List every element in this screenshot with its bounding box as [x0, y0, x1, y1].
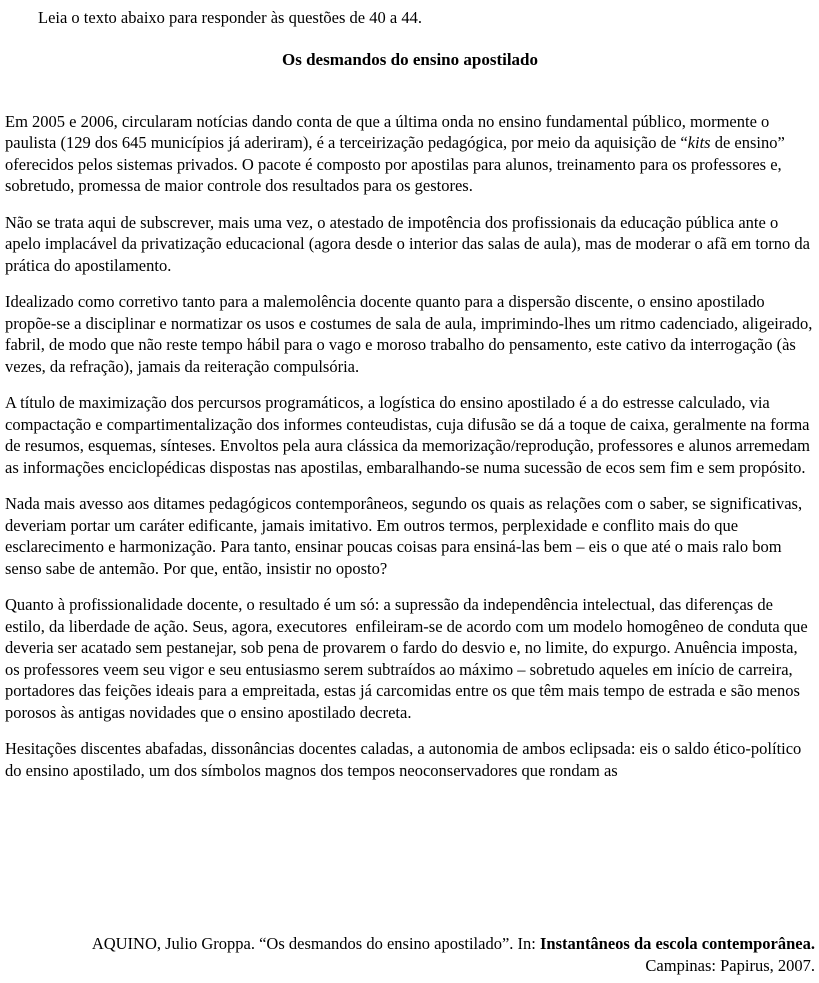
document-title: Os desmandos do ensino apostilado — [281, 49, 539, 69]
paragraph-3: Idealizado como corretivo tanto para a malemolência docente quanto para a dispersão discente, o ensino apostilado propõe-se a disciplinar e normatizar os usos e costumes de sala de aula, imprimindo-lhes um ritmo cadenciado, aligeirado, fabril, de modo que não reste tempo hábil para o vago e moroso trabalho do pensamento, este cativo da interrogação (às vezes, da refração), jamais da reiteração compulsória. — [5, 292, 817, 376]
citation-line-1 — [10, 933, 815, 955]
paragraph-1-text-continued: de ensino” oferecidos pelos sistemas privados. O pacote é composto por apostilas para alunos, treinamento para os professores e, sobretudo, promessa de maior controle dos resultados para os gestores. — [5, 133, 789, 195]
paragraph-2: Não se trata aqui de subscrever, mais uma vez, o atestado de impotência dos profissionais da educação pública ante o apelo implacável da privatização educacional (agora desde o interior das salas de aula), mas de moderar o afã em torno da prática do apostilamento. — [5, 212, 815, 275]
paragraph-4: A título de maximização dos percursos programáticos, a logística do ensino apostilado é a do estresse calculado, via compactação e compartimentalização dos informes conteudistas, cuja difusão se dá a toque de caixa, geralmente na forma de resumos, esquemas, sínteses. Envoltos pela aura clássica da memorização/reprodução, professores e alunos arremedam as informações enciclopédicas dispostas nas apostilas, embaralhando-se numa sucessão de ecos sem fim e sem propósito. — [5, 393, 815, 477]
paragraph-1 — [5, 111, 815, 197]
citation-book-title: Instantâneos da escola contemporânea. — [540, 934, 815, 953]
citation-line-2: Campinas: Papirus, 2007. — [645, 955, 815, 975]
paragraph-5: Nada mais avesso aos ditames pedagógicos contemporâneos, segundo os quais as relações com o saber, se significativas, deveriam portar um caráter edificante, jamais imitativo. Em outros termos, perplexidade e conflito mais do que esclarecimento e harmonização. Para tanto, ensinar poucas coisas para ensiná-las bem – eis o que até o mais ralo bom senso sabe de antemão. Por que, então, insistir no oposto? — [5, 494, 807, 578]
kits-italic-term: kits — [687, 133, 711, 152]
citation-author-and-article: AQUINO, Julio Groppa. “Os desmandos do ensino apostilado”. In: — [91, 934, 540, 953]
paragraph-7: Hesitações discentes abafadas, dissonâncias docentes caladas, a autonomia de ambos eclipsada: eis o saldo ético-político do ensino apostilado, um dos símbolos magnos dos tempos neoconservadores que rondam as — [5, 739, 806, 780]
paragraph-6: Quanto à profissionalidade docente, o resultado é um só: a supressão da independência intelectual, das diferenças de estilo, da liberdade de ação. Seus, agora, executores enfileiram-se de acordo com um modelo homogêneo de conduta que deveria ser acatado sem pestanejar, sob pena de provarem o fardo do desvio e, no limite, do expurgo. Anuência imposta, os professores veem seu vigor e seu entusiasmo serem subtraídos ao máximo – sobretudo aqueles em início de carreira, portadores das feições ideais para a empreitada, estas já carcomidas entre os que têm mais tempo de estrada e são menos porosos às antigas novidades que o ensino apostilado decreta. — [5, 595, 812, 722]
citation — [10, 933, 815, 976]
paragraph-1-text: Em 2005 e 2006, circularam notícias dando conta de que a última onda no ensino fundamental público, mormente o paulista (129 dos 645 municípios já aderiram), é a terceirização pedagógica, por meio da aquisição de “ — [5, 111, 774, 152]
instruction-line: Leia o texto abaixo para responder às questões de 40 a 44. — [38, 8, 422, 27]
document-body — [5, 111, 815, 782]
